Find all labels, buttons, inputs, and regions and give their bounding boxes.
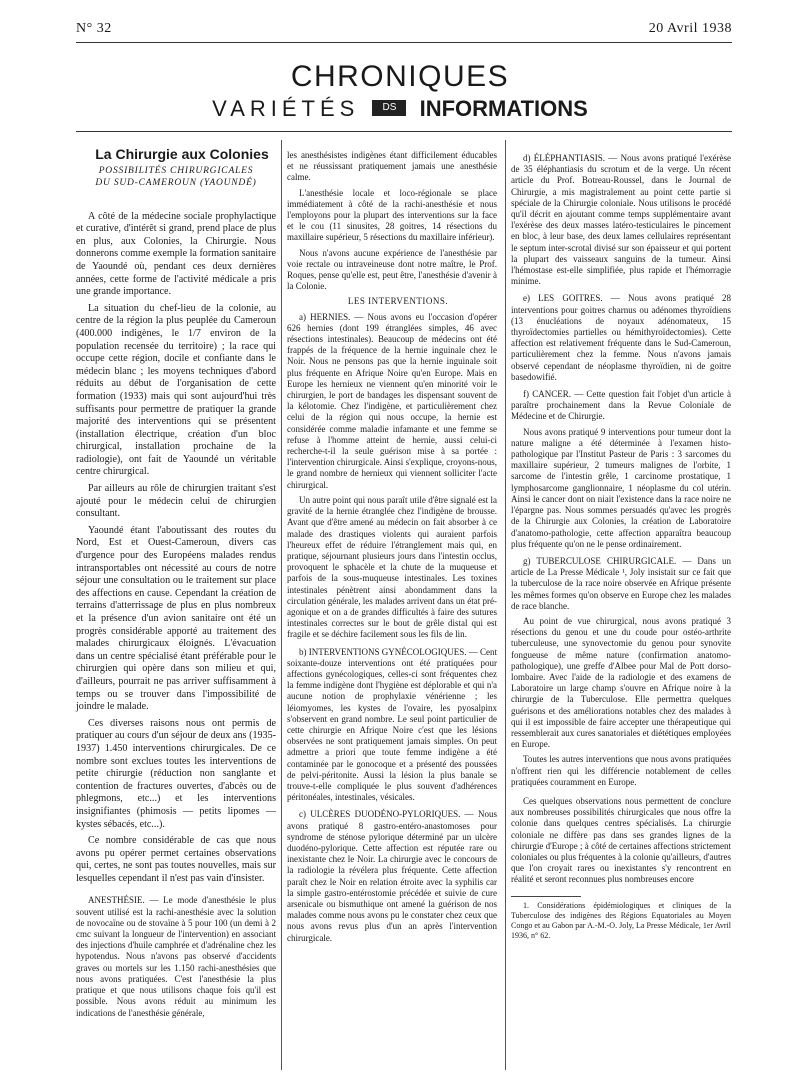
footnote-rule [511, 896, 581, 897]
masthead-title: CHRONIQUES [290, 60, 510, 93]
paragraph: Nous avons pratiqué 9 interventions pour tumeur dont la nature maligne a été déterminée à l'examen histo-pathologique par l'Institut Pasteur de Paris : 3 sarcomes du maxillaire supérieur, 2 tumeurs malignes de l'orbite, 1 sarcome de l'intestin grêle, 1 carcinome prostatique, 1 lymphosarcome ganglionnaire, 1 néoplasme du col utérin. Ainsi le cancer dont on niait l'existence dans la race noire ne l'épargne pas. Nous sommes persuadés qu'avec les progrès de la Chirurgie aux Colonies, la création de Laboratoire d'anatomo-pathologie, cette affection apparaîtra beaucoup plus fréquente qu'on ne le pense ordinairement. [511, 426, 731, 549]
paragraph-ulceres: c) ULCÈRES DUODÉNO-PYLORIQUES. — Nous avons pratiqué 8 gastro-entéro-anastomoses pour syndrome de sténose pylorique déterminé par un ulcère duodéno-pylorique. Cette affection est réputée rare ou inexistante chez le Noir. La chirurgie avec le concours de la radiologie la révélera plus fréquente. Cette affection paraît chez le Noir en relation étroite avec la syphilis car la simple gastro-entérostomie précédée et suivie de cure arsenicale ou bismuthique ont amené la guérison de nos malades comme nous avons pu le constater chez ceux que nous avons revus plus d'un an après l'intervention chirurgicale. [287, 809, 497, 943]
paragraph-cancer: f) CANCER. — Cette question fait l'objet d'un article à paraître prochainement dans la Revue Coloniale de Médecine et de Chirurgie. [511, 389, 731, 422]
paragraph: La situation du chef-lieu de la colonie, au centre de la région la plus peuplée du Cameroun (400.000 indigènes, le 1/7 environ de la population recensée du territoire) ; la race qui occupe cette région, docile et confiante dans le médecin blanc ; les moyens techniques d'abord réduits au début de l'organisation de cette formation (1933) mais qui sont aujourd'hui très suffisants pour permettre de pratiquer la grande majorité des interventions qui se présentent (installation électrique, création d'un bloc chirurgical, installation prochaine de la radiologie), ont fait de Yaoundé un véritable centre chirurgical. [76, 302, 276, 478]
column-3 [511, 153, 731, 945]
issue-number: N° 32 [76, 21, 112, 36]
article-title: La Chirurgie aux Colonies [95, 146, 269, 162]
paragraph-conclusion: Ces quelques observations nous permettent de conclure aux nombreuses possibilités chirurgicales que nous offre la colonie dans quelques centres spécialisés. La chirurgie coloniale ne diffère pas dans ses grandes lignes de la chirurgie d'Europe ; à côté de certaines affections strictement coloniales ou plus fréquentes à la colonie qu'ailleurs, d'autres que l'on croyait rares ou inexistantes s'y rencontrent en réalité et seront reconnues plus nombreuses encore [511, 795, 731, 885]
paragraph: Par ailleurs au rôle de chirurgien traitant s'est ajouté pour le médecin celui de chirurgien consultant. [76, 483, 276, 520]
masthead-informations: INFORMATIONS [419, 96, 588, 121]
paragraph-goitres: e) LES GOITRES. — Nous avons pratiqué 28 interventions pour goitres charnus ou adénomes thyroïdiens (13 énucléations de noyaux adénomateux, 15 thyroïdectomies partielles ou hémithyroïdectomies). Cette affection est relativement fréquente dans le Sud-Cameroun, particulièrement chez la femme. Nous n'avons jamais observé cependant de néoplasme thyroïdien, ni de goitre basedowifié. [511, 293, 731, 382]
column-1 [76, 148, 276, 1023]
paragraph: Yaoundé étant l'aboutissant des routes du Nord, Est et Ouest-Cameroun, divers cas d'urgence pour des Européens malades rendus intransportables ont nécessité au cours de notre séjour une consultation ou le traitement sur place des affections en cause. Cependant la création de terrains d'atterrissage de plus en plus nombreux et la présence d'un avion sanitaire ont été un progrès considérable apporté au traitement des malades chirurgicaux éloignés. L'évacuation dans un centre spécialisé étant préférable pour le chirurgien qui opère dans son milieu et qui, d'ailleurs, pourrait ne pas arriver suffisamment à temps ou se trouver dans l'impossibilité de joindre le malade. [76, 524, 276, 713]
paragraph: Un autre point qui nous paraît utile d'être signalé est la gravité de la hernie étranglée chez l'indigène de brousse. Avant que d'être amené au médecin on fait absorber à ce malade des drastiques violents qui auraient parfois l'heureux effet de réduire l'étranglement mais qui, en pratique, séjournant plusieurs jours dans l'intestin occlus, provoquent le sphacèle et la chute de la muqueuse et parfois de la sous-muqueuse intestinales. Les toxines intestinales pénètrent ainsi abondamment dans la circulation générale, les malades arrivent dans un état pré-agonique et on a de grandes difficultés à faire des sutures intestinales correctes sur le bout de grêle distal qui est fragile et se déchire facilement sous les fils de lin. [287, 494, 497, 640]
paragraph: L'anesthésie locale et loco-régionale se place immédiatement à côté de la rachi-anesthésie et nous l'employons pour la plupart des interventions sur la face et le cou (11 sinusites, 28 goitres, 14 résections du maxillaire supérieur, 5 résections du maxillaire inférieur). [287, 187, 497, 243]
paragraph-elephantiasis: d) ÉLÉPHANTIASIS. — Nous avons pratiqué l'exérèse de 35 éléphantiasis du scrotum et de la verge. Un récent article du Prof. Botreau-Roussel, dans le Journal de Chirurgie, a mis magistralement au point cette partie si spéciale de la Chirurgie coloniale. Nous utilisons le procédé qu'il décrit en ajoutant comme temps supplémentaire avant l'exérèse des deux masses latéro-testiculaires le pincement en bloc, à leur base, des deux lames cellulaires représentant le septum inter-scrotal divisé sur son épaisseur et qui portent la plupart des vaisseaux sanguins de la tumeur. Ainsi l'hémostase est-elle simplifiée, plus rapide et l'hémorragie minime. [511, 153, 731, 287]
paragraph: Toutes les autres interventions que nous avons pratiquées n'offrent rien qui les différencie notablement de celles pratiquées couramment en Europe. [511, 754, 731, 787]
column-divider [281, 140, 282, 1070]
masthead-rule [76, 131, 732, 132]
paragraph: Au point de vue chirurgical, nous avons pratiqué 3 résections du genou et une du coude pour ostéo-arthrite tuberculeuse, une synovectomie du genou pour synovite fongueuse de même nature (confirmation anatomo-pathologique), une greffe d'Albee pour Mal de Pott dorso-lombaire. Avec l'aide de la radiologie et des examens de Laboratoire un large champ s'ouvre en Afrique noire à la chirurgie de la Tuberculose. Elle permettra quelques guérisons et des améliorations notables chez des malades à qui il est impossible de faire accepter une thérapeutique qui ressemblerait aux cures sanatoriales et diététiques employées en Europe. [511, 615, 731, 750]
article-subtitle-line: DU SUD-CAMEROUN (YAOUNDÉ) [95, 177, 257, 188]
paragraph-hernies: a) HERNIES. — Nous avons eu l'occasion d'opérer 626 hernies (dont 199 étranglées simples, 46 avec résections intestinales). Beaucoup de médecins ont été frappés de la fréquence de la hernie inguinale chez le Noir. Nous ne pensons pas que la hernie inguinale soit plus fréquente en Afrique Noire qu'en Europe. Mais en Europe les hernieux ne viennent qu'en minorité voir le chirurgien, le port de bandages les dispensant souvent de la kélotomie. Chez l'indigène, et particulièrement chez celui de la région qui nous occupe, la hernie est considérée comme maladie infamante et une femme se refuse à l'homme atteint de hernie, aussi celui-ci recherche-t-il la seule guérison mise à sa portée : l'intervention chirurgicale. Ainsi s'explique, croyons-nous, le grand nombre de hernieux qui viennent solliciter l'acte chirurgical. [287, 311, 497, 490]
article-subtitle-line: POSSIBILITÉS CHIRURGICALES [98, 165, 254, 176]
paragraph-gynecologie: b) INTERVENTIONS GYNÉCOLOGIQUES. — Cent soixante-douze interventions ont été pratiquées pour affections gynécologiques, celles-ci sont fréquentes chez la femme indigène dont l'hygiène est déplorable et qui n'a aucune notion de prophylaxie vénérienne ; les léiomyomes, les kystes de l'ovaire, les pyosalpinx s'observent en grand nombre. Le seul point particulier de cette chirurgie en Afrique Noire c'est que les lésions observées ne sont pratiquement jamais simples. On peut admettre a priori que toute femme indigène a été contaminée par le gonocoque et a présenté des poussées de pelvi-péritonite. Aussi la lésion la plus banale se trouve-t-elle compliquée le plus souvent d'adhérences péritonéales, intestinales, vésicales. [287, 646, 498, 803]
column-divider [505, 140, 506, 1070]
paragraph: les anesthésistes indigènes étant difficilement éducables et ne réussissant pratiquement jamais une anesthésie calme. [287, 150, 497, 183]
paragraph: Ces diverses raisons nous ont permis de pratiquer au cours d'un séjour de deux ans (1935-1937) 1.450 interventions chirurgicales. De ce nombre sont exclues toutes les interventions de petite chirurgie (réduction non sanglante et contention de fractures ouvertes, d'abcès ou de phlegmons, etc...) et les interventions insignifiantes (phimosis — petits lipomes — kystes sébacés, etc...). [76, 717, 276, 830]
masthead-varietes: VARIÉTÉS [212, 96, 360, 121]
issue-date: 20 Avril 1938 [648, 21, 732, 36]
article-subtitle [76, 165, 276, 189]
paragraph-anesthesie: ANESTHÉSIE. — Le mode d'anesthésie le plus souvent utilisé est la rachi-anesthésie avec la solution de novocaïne ou de stovaïne à 5 pour 100 (un demi à 2 cmc suivant la longueur de l'intervention) en associant des injections d'huile camphrée et d'adrénaline chez les hypotendus. Nous n'avons pas observé d'accidents graves ou mortels sur les 1.150 rachi-anesthésies que nous avons pratiquées. C'est l'anesthésie la plus pratique et que nous utilisons chaque fois qu'il est possible. Nous avons réduit au minimum les indications de l'anesthésie générale, [76, 895, 276, 1018]
paragraph: A côté de la médecine sociale prophylactique et curative, d'intérêt si grand, prend place de plus en plus, aux Colonies, la Chirurgie. Nous donnerons comme exemple la formation sanitaire de Yaoundé où, pendant ces deux dernières années, cette forme de l'activité médicale a pris une grande importance. [76, 210, 276, 298]
masthead-subtitle [0, 96, 800, 122]
column-2 [287, 150, 497, 948]
masthead-logo: DS [372, 100, 406, 116]
paragraph-tuberculose: g) TUBERCULOSE CHIRURGICALE. — Dans un article de La Presse Médicale ¹, Joly insistait sur ce fait que la tuberculose de la race noire observée en Afrique présente les mêmes formes qu'on observe en Europe chez les malades de race blanche. [511, 555, 731, 611]
footnote: 1. Considérations épidémiologiques et cliniques de la Tuberculose des indigènes des Régions Equatoriales au Moyen Congo et au Gabon par A.-M.-O. Joly, La Presse Médicale, 1er Avril 1936, n° 62. [511, 900, 731, 940]
paragraph: Ce nombre considérable de cas que nous avons pu opérer permet certaines observations qui, certes, ne sont pas toutes nouvelles, mais sur lesquelles cependant il n'est pas vain d'insister. [76, 835, 276, 884]
section-heading: LES INTERVENTIONS. [347, 296, 449, 307]
top-rule [76, 42, 732, 43]
paragraph: Nous n'avons aucune expérience de l'anesthésie par voie rectale ou intraveineuse dont notre maître, le Prof. Roques, pense qu'elle est, peut être, l'anesthésie d'avenir à la Colonie. [287, 247, 497, 292]
